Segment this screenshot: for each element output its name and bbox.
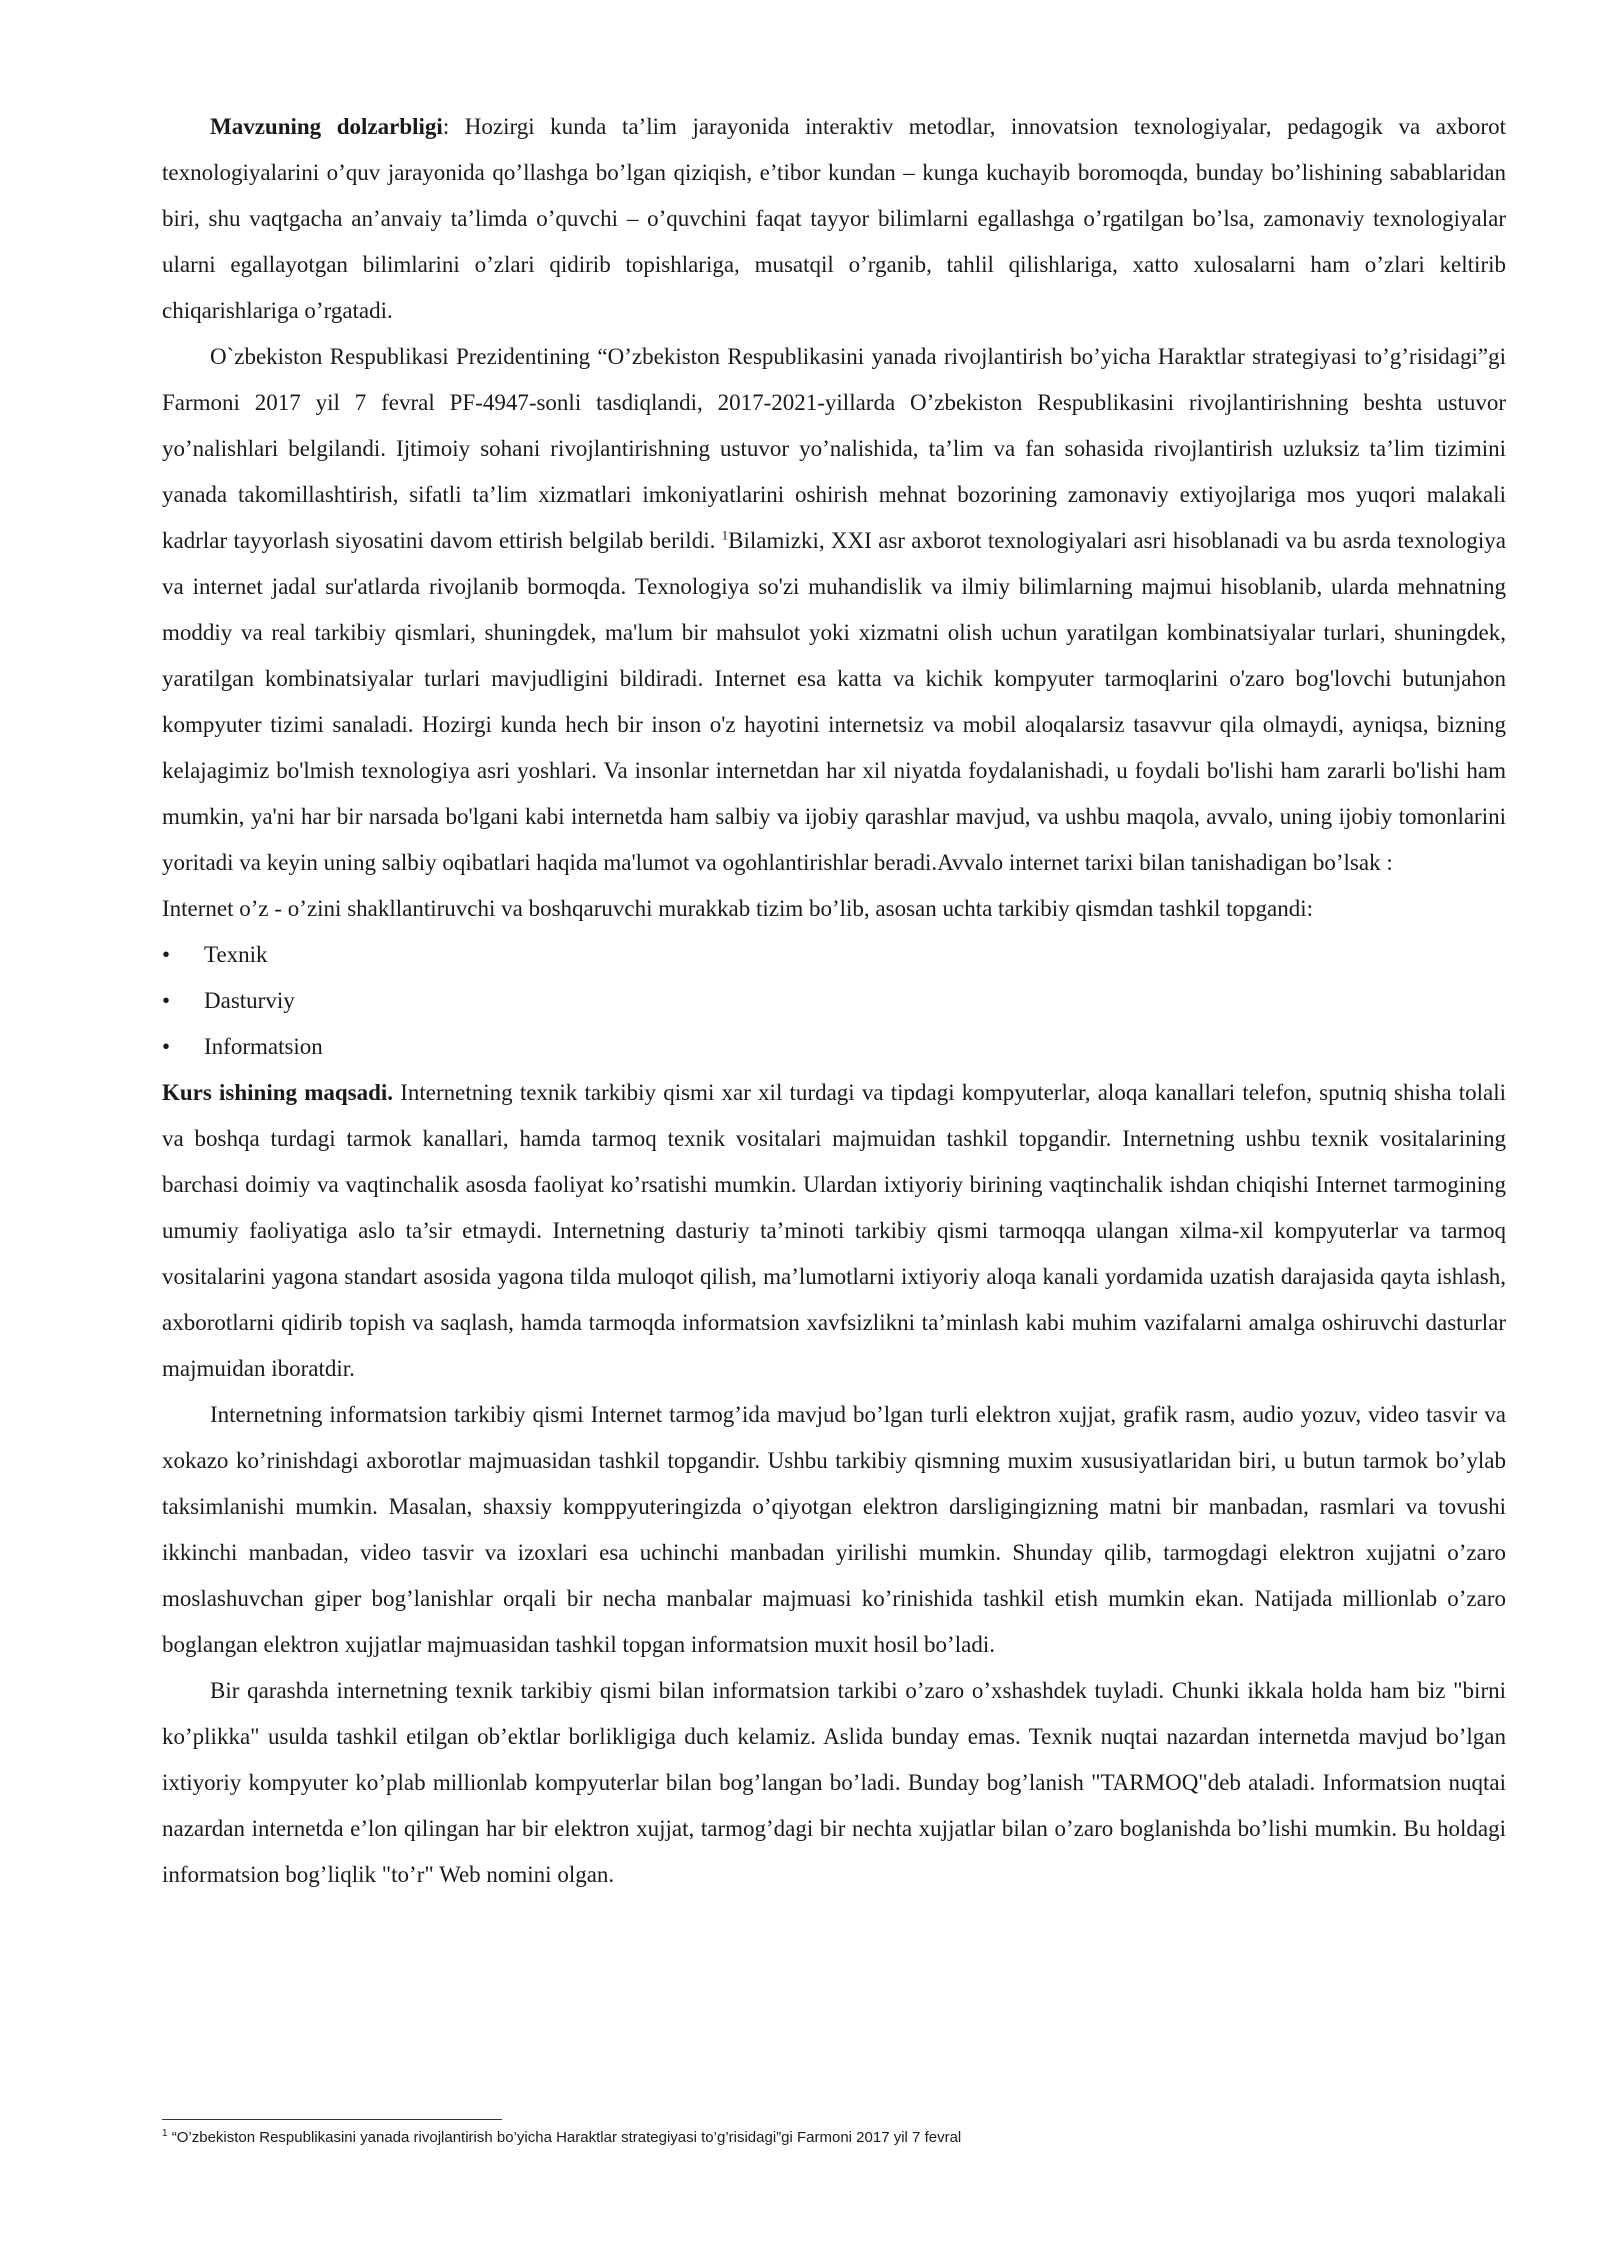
- component-list: [162, 932, 1506, 1070]
- paragraph-relevance-text: : Hozirgi kunda ta’lim jarayonida interaktiv metodlar, innovatsion texnologiyalar, pedagogik va axborot texnologiyalarini o’quv jarayonida qo’llashga bo’lgan qiziqish, e’tibor kundan – kunga kuchayib boromoqda, bunday bo’lishining sabablaridan biri, shu vaqtgacha an’anvaiy ta’limda o’quvchi – o’quvchini faqat tayyor bilimlarni egallashga o’rgatilgan bo’lsa, zamonaviy texnologiyalar ularni egallayotgan bilimlarini o’zlari qidirib topishlariga, musatqil o’rganib, tahlil qilishlariga, xatto xulosalarni ham o’zlari keltirib chiqarishlariga o’rgatadi.: [162, 114, 1506, 323]
- footnote: [162, 2128, 1502, 2148]
- list-item: [162, 978, 1506, 1024]
- paragraph-decree: [162, 334, 1506, 886]
- footnote-separator: [162, 2119, 502, 2120]
- bullet-icon: •: [162, 988, 171, 1013]
- paragraph-decree-text: O`zbekiston Respublikasi Prezidentining “O’zbekiston Respublikasini yanada rivojlantirish bo’yicha Haraktlar strategiyasi to’g’risidagi”gi Farmoni 2017 yil 7 fevral PF-4947-sonli tasdiqlandi, 2017-2021-yillarda O’zbekiston Respublikasini rivojlantirishning beshta ustuvor yo’nalishlari belgilandi. Ijtimoiy sohani rivojlantirishning ustuvor yo’nalishida, ta’lim va fan sohasida rivojlantirish uzluksiz ta’lim tizimini yanada takomillashtirish, sifatli ta’lim xizmatlari imkoniyatlarini oshirish mehnat bozorining zamonaviy extiyojlariga mos yuqori malakali kadrlar tayyorlash siyosatini davom ettirish belgilab berildi.: [162, 344, 1506, 553]
- document-body: [162, 104, 1506, 1898]
- paragraph-course-goal: [162, 1070, 1506, 1392]
- list-item-label: Dasturviy: [204, 988, 295, 1013]
- footnote-mark: 1: [162, 2128, 168, 2139]
- footnote-reference[interactable]: 1: [721, 527, 729, 543]
- list-item-label: Informatsion: [204, 1034, 323, 1059]
- paragraph-informational-component: Internetning informatsion tarkibiy qismi Internet tarmog’ida mavjud bo’lgan turli elektron xujjat, grafik rasm, audio yozuv, video tasvir va xokazo ko’rinishdagi axborotlar majmuasidan tashkil topgandir. Ushbu tarkibiy qismning muxim xususiyatlaridan biri, u butun tarmok bo’ylab taksimlanishi mumkin. Masalan, shaxsiy komppyuteringizda o’qiyotgan elektron darsligingizning matni bir manbadan, rasmlari va tovushi ikkinchi manbadan, video tasvir va izoxlari esa uchinchi manbadan yirilishi mumkin. Shunday qilib, tarmogdagi elektron xujjatni o’zaro moslashuvchan giper bog’lanishlar orqali bir necha manbalar majmuasi ko’rinishida tashkil etish mumkin ekan. Natijada millionlab o’zaro boglangan elektron xujjatlar majmuasidan tashkil topgan informatsion muxit hosil bo’ladi.: [162, 1402, 1506, 1657]
- footnote-text: “O’zbekiston Respublikasini yanada rivojlantirish bo’yicha Haraktlar strategiyasi to’g’risidagi”gi Farmoni 2017 yil 7 fevral: [167, 2129, 962, 2146]
- paragraph-decree-continuation: Bilamizki, XXI asr axborot texnologiyalari asri hisoblanadi va bu asrda texnologiya va internet jadal sur'atlarda rivojlanib bormoqda. Texnologiya so'zi muhandislik va ilmiy bilimlarning majmui hisoblanib, ularda mehnatning moddiy va real tarkibiy qismlari, shuningdek, ma'lum bir mahsulot yoki xizmatni olish uchun yaratilgan kombinatsiyalar turlari, shuningdek, yaratilgan kombinatsiyalar turlari mavjudligini bildiradi. Internet esa katta va kichik kompyuter tarmoqlarini o'zaro bog'lovchi butunjahon kompyuter tizimi sanaladi. Hozirgi kunda hech bir inson o'z hayotini internetsiz va mobil aloqalarsiz tasavvur qila olmaydi, ayniqsa, bizning kelajagimiz bo'lmish texnologiya asri yoshlari. Va insonlar internetdan har xil niyatda foydalanishadi, u foydali bo'lishi ham zararli bo'lishi ham mumkin, ya'ni har bir narsada bo'lgani kabi internetda ham salbiy va ijobiy qarashlar mavjud, va ushbu maqola, avvalo, uning ijobiy tomonlarini yoritadi va keyin uning salbiy oqibatlari haqida ma'lumot va ogohlantirishlar beradi.Avvalo internet tarixi bilan tanishadigan bo’lsak :: [162, 528, 1506, 875]
- heading-course-goal: Kurs ishining maqsadi.: [162, 1080, 394, 1105]
- list-item: [162, 932, 1506, 978]
- paragraph-course-goal-text: Internetning texnik tarkibiy qismi xar xil turdagi va tipdagi kompyuterlar, aloqa kanallari telefon, sputniq shisha tolali va boshqa turdagi tarmok kanallari, hamda tarmoq texnik vositalari majmuidan tashkil topgandir. Internetning ushbu texnik vositalarining barchasi doimiy va vaqtinchalik asosda faoliyat ko’rsatishi mumkin. Ulardan ixtiyoriy birining vaqtinchalik ishdan chiqishi Internet tarmogining umumiy faoliyatiga aslo ta’sir etmaydi. Internetning dasturiy ta’minoti tarkibiy qismi tarmoqqa ulangan xilma-xil kompyuterlar va tarmoq vositalarini yagona standart asosida yagona tilda muloqot qilish, ma’lumotlarni ixtiyoriy aloqa kanali yordamida uzatish darajasida qayta ishlash, axborotlarni qidirib topish va saqlash, hamda tarmoqda informatsion xavfsizlikni ta’minlash kabi muhim vazifalarni amalga oshiruvchi dasturlar majmuidan iboratdir.: [162, 1080, 1507, 1381]
- bullet-icon: •: [162, 1034, 171, 1059]
- heading-relevance: Mavzuning dolzarbligi: [210, 114, 443, 139]
- paragraph-internet-structure: Internet o’z - o’zini shakllantiruvchi va boshqaruvchi murakkab tizim bo’lib, asosan uchta tarkibiy qismdan tashkil topgandi:: [162, 896, 1313, 921]
- paragraph-comparison: Bir qarashda internetning texnik tarkibiy qismi bilan informatsion tarkibi o’zaro o’xshashdek tuyladi. Chunki ikkala holda ham biz "birni ko’plikka" usulda tashkil etilgan ob’ektlar borlikligiga duch kelamiz. Aslida bunday emas. Texnik nuqtai nazardan internetda mavjud bo’lgan ixtiyoriy kompyuter ko’plab millionlab kompyuterlar bilan bog’langan bo’ladi. Bunday bog’lanish "TARMOQ"deb ataladi. Informatsion nuqtai nazardan internetda e’lon qilingan har bir elektron xujjat, tarmog’dagi bir nechta xujjatlar bilan o’zaro boglanishda bo’lishi mumkin. Bu holdagi informatsion bog’liqlik "to’r" Web nomini olgan.: [162, 1678, 1506, 1887]
- bullet-icon: •: [162, 942, 171, 967]
- paragraph-relevance: [162, 104, 1506, 334]
- list-item-label: Texnik: [204, 942, 268, 967]
- list-item: [162, 1024, 1506, 1070]
